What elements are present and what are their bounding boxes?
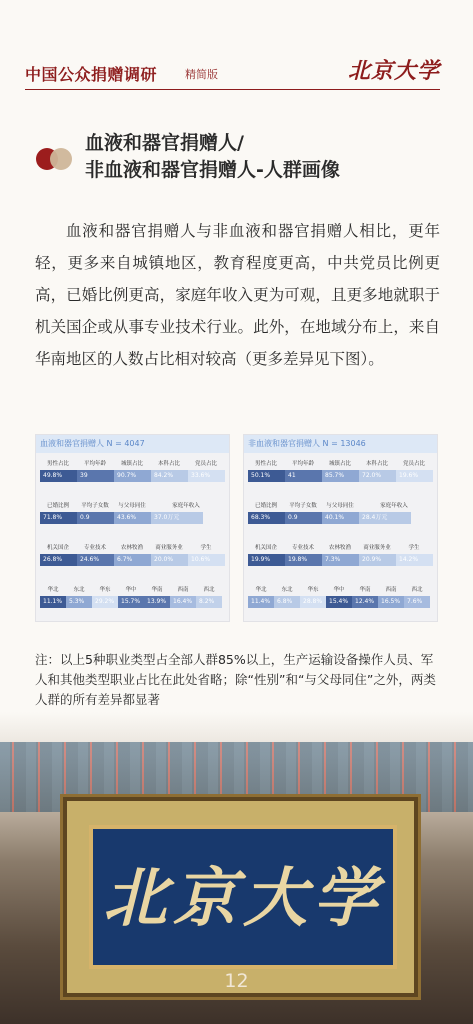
stat-value: 0.9 [285,512,322,524]
stat-value: 37.0万元 [151,512,203,524]
stat-label: 华中 [125,587,137,593]
stat-value: 16.4% [170,596,196,608]
stat-label: 城镇占比 [120,461,143,467]
stat-value: 5.3% [66,596,92,608]
stat-value: 8.2% [196,596,222,608]
stat-value: 68.3% [248,512,285,524]
stat-label: 党员占比 [402,461,425,467]
stat-label: 机关国企 [254,545,277,551]
stat-label: 本科占比 [157,461,180,467]
stat-value: 15.4% [326,596,352,608]
stat-label: 平均年龄 [83,461,106,467]
donor-profile-panel [35,434,230,622]
stat-value: 72.0% [359,470,396,482]
footnote: 注：以上5种职业类型占全部人群85%以上，生产运输设备操作人员、军人和其他类型职业占比在此处省略；除“性别”和“与父母同住”之外，两类人群的所有差异都显著 [35,652,436,707]
stat-value: 33.6% [188,470,225,482]
pku-logo: 北京大学 [347,58,440,84]
stat-label: 西北 [203,587,215,593]
stat-value: 49.8% [40,470,77,482]
stat-value: 19.6% [396,470,433,482]
stat-value: 19.9% [248,554,285,566]
stat-value: 14.2% [396,554,433,566]
stat-label: 本科占比 [365,461,388,467]
stat-value: 6.8% [274,596,300,608]
stat-value: 26.8% [40,554,77,566]
stat-label: 商业服务业 [363,545,391,551]
stat-label: 农林牧渔 [328,545,351,551]
section-title-line1: 血液和器官捐赠人/ [85,132,244,154]
panel-header: 非血液和器官捐赠人 N = 13046 [244,435,437,453]
stat-label: 平均子女数 [81,503,109,509]
stat-label: 已婚比例 [254,503,277,509]
stat-label: 平均子女数 [289,503,317,509]
section-title [85,130,340,184]
page-number: 12 [224,970,249,992]
stat-value: 84.2% [151,470,188,482]
stat-value: 29.2% [92,596,118,608]
stat-value: 7.3% [322,554,359,566]
stat-value: 90.7% [114,470,151,482]
stat-value: 20.0% [151,554,188,566]
stat-label: 华北 [255,587,267,593]
stat-value: 7.6% [404,596,430,608]
section-title-line2: 非血液和器官捐赠人-人群画像 [85,159,340,181]
stat-label: 男性占比 [46,461,69,467]
stat-value: 28.8% [300,596,326,608]
stat-label: 男性占比 [254,461,277,467]
page-header [25,58,440,92]
stat-label: 平均年龄 [291,461,314,467]
stat-value: 28.4万元 [359,512,411,524]
stat-label: 学生 [408,545,420,551]
stat-value: 11.1% [40,596,66,608]
stat-value: 43.6% [114,512,151,524]
stat-label: 机关国企 [46,545,69,551]
stat-label: 专业技术 [291,545,314,551]
stat-value: 12.4% [352,596,378,608]
stat-value: 41 [285,470,322,482]
stat-value: 24.6% [77,554,114,566]
stat-value: 13.9% [144,596,170,608]
stat-label: 已婚比例 [46,503,69,509]
header-divider [25,89,440,90]
stat-label: 商业服务业 [155,545,183,551]
tan-dot-icon [50,148,72,170]
stat-label: 城镇占比 [328,461,351,467]
stat-label: 西北 [411,587,423,593]
stat-label: 西南 [177,587,189,593]
report-subtitle: 精简版 [185,68,218,81]
non-donor-profile-panel [243,434,438,622]
stat-label: 专业技术 [83,545,106,551]
stat-value: 20.9% [359,554,396,566]
stat-label: 家庭年收入 [380,503,408,509]
stat-label: 与父母同住 [326,503,354,509]
report-title: 中国公众捐赠调研 [25,65,158,84]
stat-value: 11.4% [248,596,274,608]
stat-value: 15.7% [118,596,144,608]
stat-label: 东北 [73,587,85,593]
stat-label: 东北 [281,587,293,593]
stat-label: 与父母同住 [118,503,146,509]
stat-value: 6.7% [114,554,151,566]
stat-value: 16.5% [378,596,404,608]
body-paragraph: 血液和器官捐赠人与非血液和器官捐赠人相比，更年轻，更多来自城镇地区，教育程度更高，中共党员比例更高，已婚比例更高，家庭年收入更为可观，且更多地就职于机关国企或从事专业技术行业。此外，在地域分布上，来自华南地区的人数占比相对较高（更多差异见下图）。 [35,222,440,368]
stat-label: 华南 [151,587,163,593]
stat-label: 西南 [385,587,397,593]
stat-value: 39 [77,470,114,482]
panel-header: 血液和器官捐赠人 N = 4047 [36,435,229,453]
stat-label: 华中 [333,587,345,593]
stat-label: 华东 [99,587,111,593]
stat-label: 学生 [200,545,212,551]
plaque-calligraphy: 北京大学 [103,861,383,936]
stat-value: 0.9 [77,512,114,524]
stat-label: 家庭年收入 [172,503,200,509]
stat-value: 19.8% [285,554,322,566]
section-dots-icon [36,148,76,172]
stat-label: 华东 [307,587,319,593]
stat-label: 党员占比 [194,461,217,467]
stat-label: 华北 [47,587,59,593]
stat-value: 71.8% [40,512,77,524]
stat-value: 50.1% [248,470,285,482]
stat-label: 农林牧渔 [120,545,143,551]
stat-value: 85.7% [322,470,359,482]
stat-label: 华南 [359,587,371,593]
plaque-board [89,825,397,969]
stat-value: 40.1% [322,512,359,524]
stat-value: 10.6% [188,554,225,566]
